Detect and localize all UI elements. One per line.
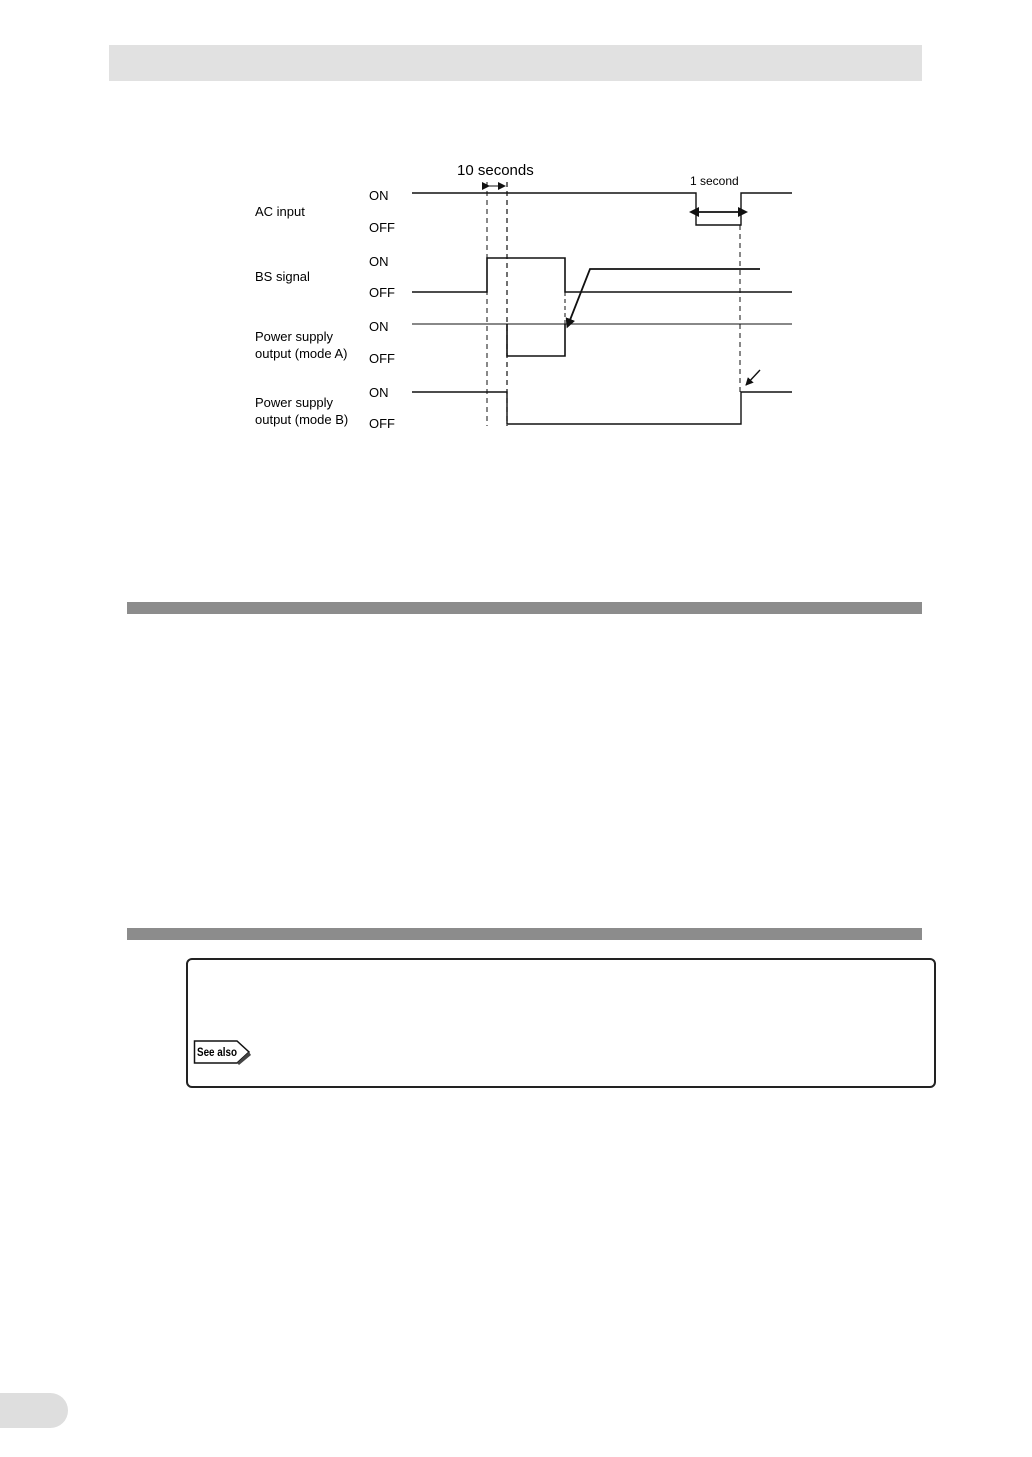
bs-signal-waveform — [412, 258, 792, 292]
ac-on-label: ON — [369, 188, 389, 203]
ten-seconds-label: 10 seconds — [457, 162, 534, 179]
see-also-label: See also — [197, 1045, 237, 1059]
see-also-badge — [193, 1039, 255, 1065]
mode-a-waveform — [507, 324, 565, 356]
mode-b-on-label: ON — [369, 385, 389, 400]
section-divider-1 — [127, 602, 922, 614]
note-box — [186, 958, 936, 1088]
bs-on-label: ON — [369, 254, 389, 269]
mode-b-waveform — [412, 392, 792, 424]
ac-input-label: AC input — [255, 204, 305, 219]
mode-b-label-line1: Power supply — [255, 395, 334, 410]
one-second-label: 1 second — [690, 174, 739, 188]
mode-a-label-line1: Power supply — [255, 329, 334, 344]
bs-signal-label: BS signal — [255, 269, 310, 284]
mode-a-on-label: ON — [369, 319, 389, 334]
mode-b-restore-arrow — [746, 370, 760, 385]
timing-diagram — [0, 0, 1032, 460]
mode-b-off-label: OFF — [369, 416, 395, 431]
page-number-tab — [0, 1393, 68, 1428]
ac-off-label: OFF — [369, 220, 395, 235]
ac-input-waveform — [412, 193, 792, 225]
callout-line-mode-a — [570, 269, 760, 320]
section-divider-2 — [127, 928, 922, 940]
mode-b-label-line2: output (mode B) — [255, 412, 349, 427]
mode-a-off-label: OFF — [369, 351, 395, 366]
bs-off-label: OFF — [369, 285, 395, 300]
mode-a-label-line2: output (mode A) — [255, 346, 348, 361]
